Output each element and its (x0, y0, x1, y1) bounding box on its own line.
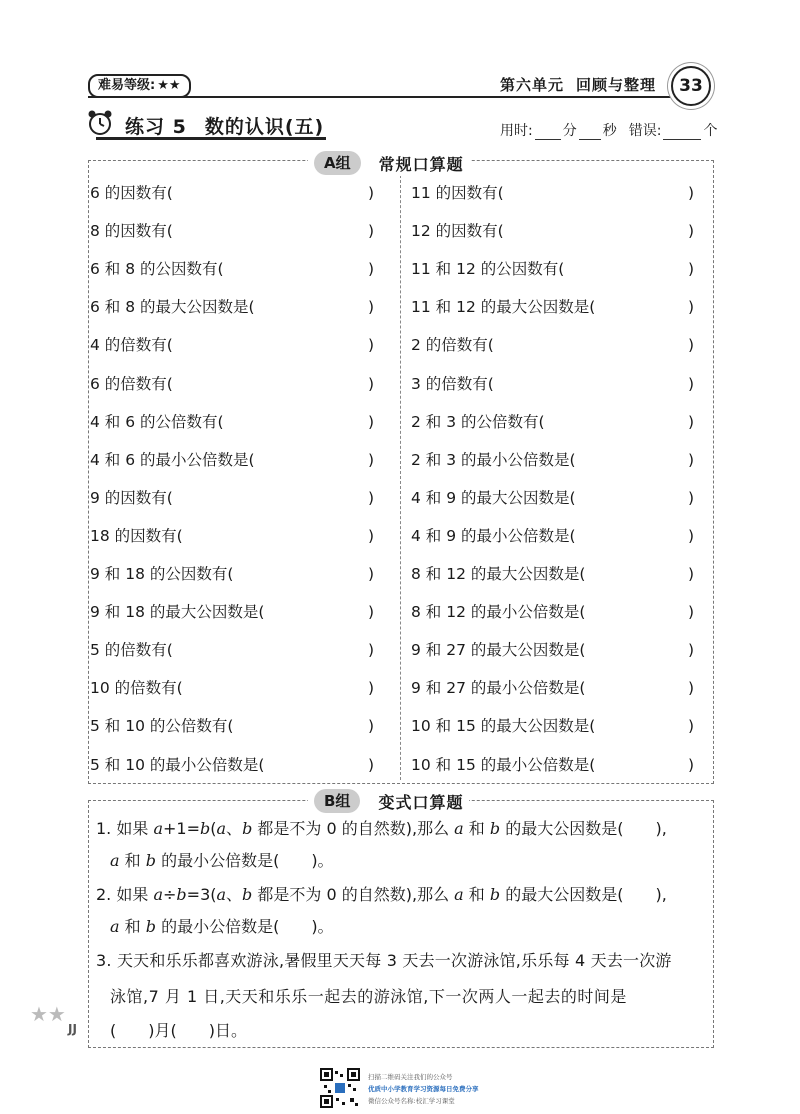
question-1-line-2: a 和 b 的最小公倍数是( )。 (110, 851, 334, 870)
answer-close-paren: ) (368, 412, 375, 431)
question-2-line-1: 2. 如果 a÷b=3(a、b 都是不为 0 的自然数),那么 a 和 b 的最大公因数是( ), (96, 885, 667, 904)
header-rule (88, 96, 708, 98)
question-right-13: 9 和 27 的最大公因数是( (411, 641, 586, 660)
difficulty-badge (88, 74, 191, 98)
answer-close-paren: ) (368, 603, 375, 622)
footer-line-1: 扫描二维码关注我们的公众号 (368, 1073, 453, 1081)
unit-number: 第六单元 (500, 76, 565, 94)
minute-blank[interactable] (535, 125, 561, 140)
question-right-5: 2 的倍数有( (411, 336, 494, 355)
answer-close-paren: ) (688, 679, 695, 698)
time-label: 用时: (500, 123, 533, 139)
second-blank[interactable] (579, 125, 601, 140)
question-left-15: 5 和 10 的公倍数有( (90, 717, 234, 736)
question-3-line-2: 泳馆,7 月 1 日,天天和乐乐一起去的游泳馆,下一次两人一起去的时间是 (110, 987, 627, 1006)
error-blank[interactable] (663, 125, 701, 140)
group-a-heading (308, 150, 470, 176)
answer-close-paren: ) (368, 679, 375, 698)
question-left-14: 10 的倍数有( (90, 679, 183, 698)
question-left-9: 9 的因数有( (90, 488, 173, 507)
answer-close-paren: ) (688, 374, 695, 393)
question-left-13: 5 的倍数有( (90, 641, 173, 660)
answer-close-paren: ) (688, 336, 695, 355)
question-right-16: 10 和 15 的最小公倍数是( (411, 755, 596, 774)
answer-close-paren: ) (368, 222, 375, 241)
question-left-11: 9 和 18 的公因数有( (90, 565, 234, 583)
answer-close-paren: ) (368, 565, 375, 583)
answer-close-paren: ) (688, 526, 695, 545)
question-right-2: 12 的因数有( (411, 222, 504, 241)
unit-title: 回顾与整理 (576, 76, 657, 94)
question-right-10: 4 和 9 的最小公倍数是( (411, 526, 576, 545)
question-right-3: 11 和 12 的公因数有( (411, 260, 565, 279)
answer-close-paren: ) (368, 336, 375, 355)
question-right-7: 2 和 3 的公倍数有( (411, 412, 545, 431)
question-left-16: 5 和 10 的最小公倍数是( (90, 755, 265, 774)
qr-code-icon (320, 1068, 360, 1108)
group-b-title: 变式口算题 (378, 792, 464, 812)
answer-close-paren: ) (688, 298, 695, 317)
answer-close-paren: ) (368, 526, 375, 545)
group-a-title: 常规口算题 (378, 154, 464, 174)
group-b-heading (308, 788, 469, 814)
question-left-6: 6 的倍数有( (90, 374, 173, 393)
question-right-15: 10 和 15 的最大公因数是( (411, 717, 596, 736)
group-b-badge: B组 (314, 789, 360, 813)
answer-close-paren: ) (688, 488, 695, 507)
answer-close-paren: ) (368, 298, 375, 317)
column-divider (400, 175, 401, 780)
unit-heading (500, 74, 668, 95)
question-left-12: 9 和 18 的最大公因数是( (90, 603, 265, 622)
error-label: 错误: (628, 123, 662, 139)
answer-close-paren: ) (688, 603, 695, 622)
answer-close-paren: ) (368, 184, 375, 202)
answer-close-paren: ) (688, 260, 695, 279)
timer-fields (500, 120, 717, 140)
answer-close-paren: ) (368, 755, 375, 774)
question-right-4: 11 和 12 的最大公因数是( (411, 298, 596, 317)
question-right-6: 3 的倍数有( (411, 374, 494, 393)
question-left-7: 4 和 6 的公倍数有( (90, 412, 224, 431)
count-unit: 个 (703, 123, 718, 139)
answer-close-paren: ) (688, 450, 695, 469)
question-right-1: 11 的因数有( (411, 184, 504, 202)
question-right-12: 8 和 12 的最小公倍数是( (411, 603, 586, 622)
footer-line-3: 微信公众号名称:校汇学习课堂 (368, 1097, 455, 1105)
second-label: 秒 (602, 123, 617, 139)
answer-close-paren: ) (688, 222, 695, 241)
answer-close-paren: ) (688, 717, 695, 736)
difficulty-label: 难易等级: (98, 78, 156, 93)
answer-close-paren: ) (368, 374, 375, 393)
question-left-1: 6 的因数有( (90, 184, 173, 202)
question-left-4: 6 和 8 的最大公因数是( (90, 298, 255, 317)
answer-close-paren: ) (368, 488, 375, 507)
group-a-badge: A组 (314, 151, 361, 175)
question-1-line-1: 1. 如果 a+1=b(a、b 都是不为 0 的自然数),那么 a 和 b 的最大公因数是( ), (96, 819, 667, 838)
exercise-title (125, 112, 324, 139)
question-right-14: 9 和 27 的最小公倍数是( (411, 679, 586, 698)
difficulty-stars: ★★ (157, 78, 181, 93)
question-3-line-3: ( )月( )日。 (110, 1021, 247, 1040)
answer-close-paren: ) (688, 755, 695, 774)
answer-close-paren: ) (368, 260, 375, 279)
exercise-number: 练习 5 (125, 116, 187, 138)
question-3-line-1: 3. 天天和乐乐都喜欢游泳,暑假里天天每 3 天去一次游泳馆,乐乐每 4 天去一次游 (96, 951, 672, 970)
side-brand: JJ (68, 1022, 77, 1036)
answer-close-paren: ) (368, 450, 375, 469)
question-right-9: 4 和 9 的最大公因数是( (411, 488, 576, 507)
answer-close-paren: ) (368, 641, 375, 660)
minute-label: 分 (562, 123, 577, 139)
answer-close-paren: ) (368, 717, 375, 736)
footer-line-2: 优质中小学教育学习资源每日免费分享 (368, 1085, 479, 1093)
side-stars: ★★ (30, 1002, 66, 1026)
question-left-3: 6 和 8 的公因数有( (90, 260, 224, 279)
page-number: 33 (671, 66, 711, 106)
question-left-10: 18 的因数有( (90, 526, 183, 545)
question-left-2: 8 的因数有( (90, 222, 173, 241)
answer-close-paren: ) (688, 641, 695, 660)
question-left-5: 4 的倍数有( (90, 336, 173, 355)
exercise-name: 数的认识(五) (204, 116, 325, 138)
question-left-8: 4 和 6 的最小公倍数是( (90, 450, 255, 469)
question-right-11: 8 和 12 的最大公因数是( (411, 565, 586, 583)
question-right-8: 2 和 3 的最小公倍数是( (411, 450, 576, 469)
answer-close-paren: ) (688, 412, 695, 431)
question-2-line-2: a 和 b 的最小公倍数是( )。 (110, 917, 334, 936)
answer-close-paren: ) (688, 565, 695, 583)
answer-close-paren: ) (688, 184, 695, 202)
